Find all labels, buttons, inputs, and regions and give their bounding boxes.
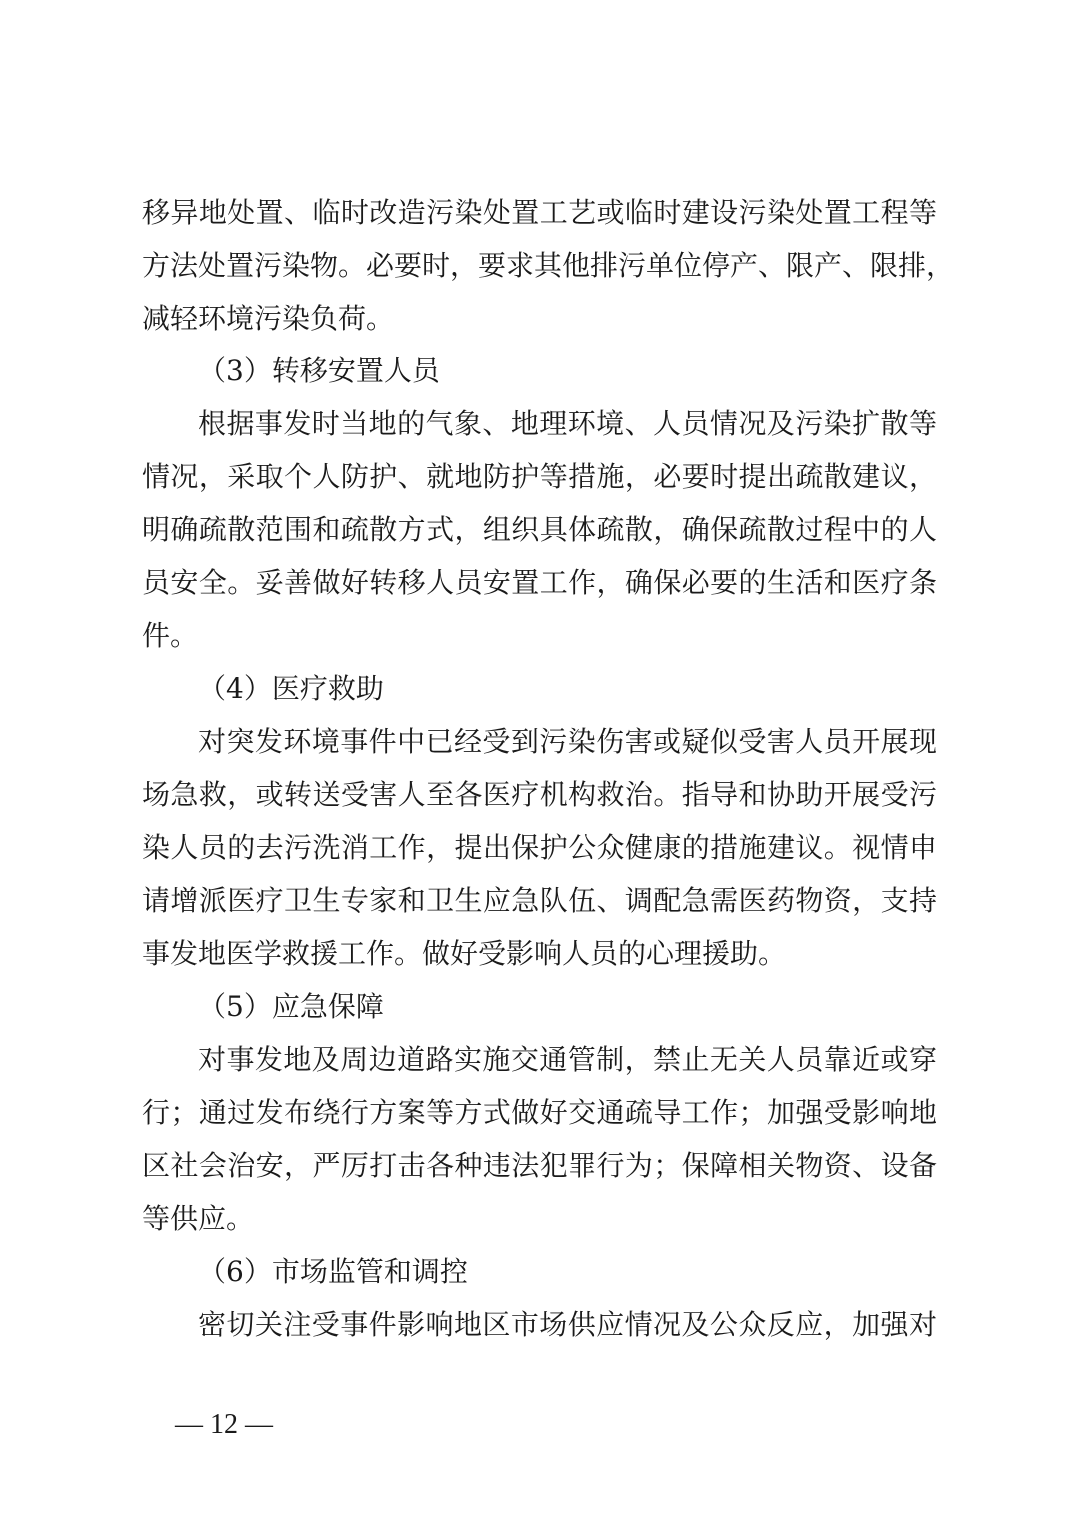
paragraph-line: 请增派医疗卫生专家和卫生应急队伍、调配急需医药物资，支持 [142, 884, 937, 917]
paragraph-line: 行；通过发布绕行方案等方式做好交通疏导工作；加强受影响地 [142, 1096, 937, 1129]
paragraph-line: 对事发地及周边道路实施交通管制，禁止无关人员靠近或穿 [198, 1043, 937, 1076]
section-heading: （3）转移安置人员 [198, 354, 440, 387]
paragraph-line: 事发地医学救援工作。做好受影响人员的心理援助。 [142, 937, 787, 970]
paragraph-line: 对突发环境事件中已经受到污染伤害或疑似受害人员开展现 [198, 725, 937, 758]
paragraph-line: 区社会治安，严厉打击各种违法犯罪行为；保障相关物资、设备 [142, 1149, 937, 1182]
section-heading: （4）医疗救助 [198, 672, 384, 705]
paragraph-line: 根据事发时当地的气象、地理环境、人员情况及污染扩散等 [198, 407, 937, 440]
paragraph-line: 情况，采取个人防护、就地防护等措施，必要时提出疏散建议， [142, 460, 937, 493]
paragraph-line: 移异地处置、临时改造污染处置工艺或临时建设污染处置工程等 [142, 196, 937, 229]
paragraph-line: 明确疏散范围和疏散方式，组织具体疏散，确保疏散过程中的人 [142, 513, 937, 546]
page-number: — 12 — [175, 1409, 273, 1440]
paragraph-line: 场急救，或转送受害人至各医疗机构救治。指导和协助开展受污 [142, 778, 937, 811]
paragraph-line: 等供应。 [142, 1202, 255, 1235]
section-heading: （5）应急保障 [198, 990, 384, 1023]
paragraph-line: 方法处置污染物。必要时，要求其他排污单位停产、限产、限排， [142, 249, 955, 282]
paragraph-line: 员安全。妥善做好转移人员安置工作，确保必要的生活和医疗条 [142, 566, 937, 599]
paragraph-line: 密切关注受事件影响地区市场供应情况及公众反应，加强对 [198, 1308, 937, 1341]
paragraph-line: 件。 [142, 619, 199, 652]
paragraph-line: 染人员的去污洗消工作，提出保护公众健康的措施建议。视情申 [142, 831, 937, 864]
section-heading: （6）市场监管和调控 [198, 1255, 468, 1288]
paragraph-line: 减轻环境污染负荷。 [142, 302, 395, 335]
